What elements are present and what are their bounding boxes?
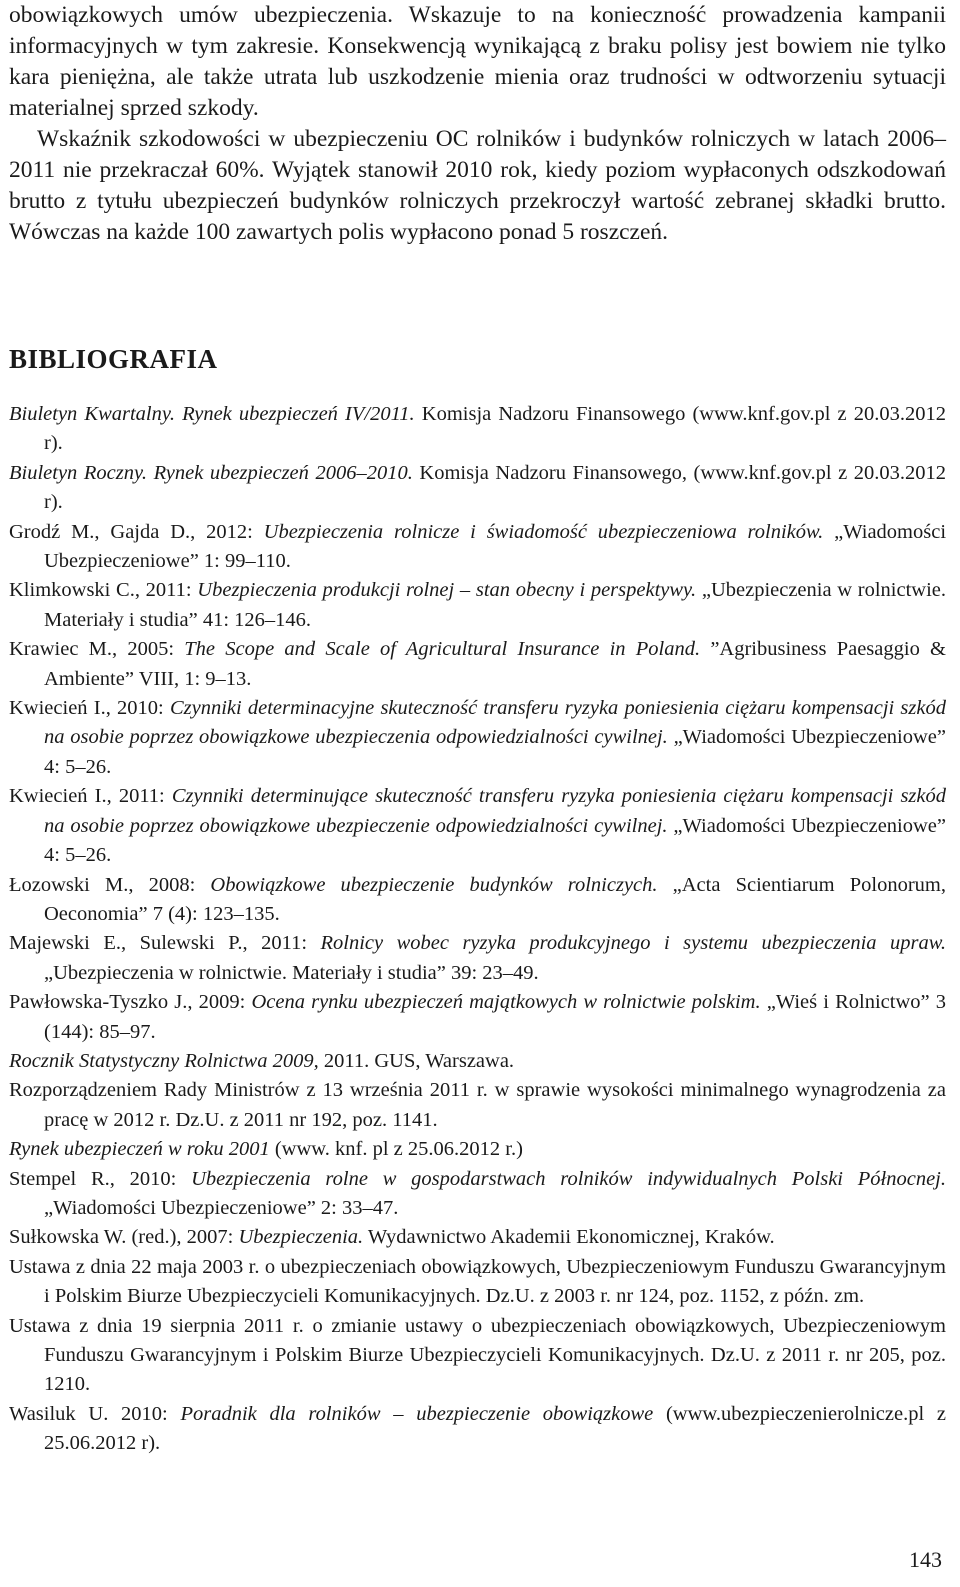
reference-item: Krawiec M., 2005: The Scope and Scale of Agricultural Insurance in Poland. ”Agribusiness Paesaggio & Ambiente” VIII, 1: 9–13. [9,638,946,690]
reference-item: Ustawa z dnia 19 sierpnia 2011 r. o zmianie ustawy o ubezpieczeniach obowiązkowych, Ubezpieczeniowym Funduszu Gwarancyjnym i Polskim Biurze Ubezpieczycieli Komunikacyjnych. Dz.U. z 2011 r. nr 205, poz. 1210. [9,1314,946,1396]
reference-item: Wasiluk U. 2010: Poradnik dla rolników – ubezpieczenie obowiązkowe (www.ubezpieczenierolnicze.pl z 25.06.2012 r). [9,1402,946,1455]
reference-item: Rynek ubezpieczeń w roku 2001 (www. knf. pl z 25.06.2012 r.) [9,1138,523,1161]
reference-item: Kwiecień I., 2010: Czynniki determinacyjne skuteczność transferu ryzyka poniesienia ciężaru kompensacji szkód na osobie poprzez obowiązkowe ubezpieczenia odpowiedzialności cywilnej. „Wiadomości Ubezpieczeniowe” 4: 5–26. [9,697,946,778]
reference-item: Sułkowska W. (red.), 2007: Ubezpieczenia. Wydawnictwo Akademii Ekonomicznej, Kraków. [9,1226,775,1249]
bibliography-heading: BIBLIOGRAFIA [9,344,218,374]
paragraph-continued: obowiązkowych umów ubezpieczenia. Wskazuje to na konieczność prowadzenia kampanii informacyjnych w tym zakresie. Konsekwencją wynikającą z braku polisy jest bowiem nie tylko kara pieniężna, ale także utrata lub uszkodzenie mienia oraz trudności w odtworzeniu sytuacji materialnej sprzed szkody. [9,2,946,121]
reference-item: Biuletyn Kwartalny. Rynek ubezpieczeń IV/2011. Komisja Nadzoru Finansowego (www.knf.gov.pl z 20.03.2012 r). [9,403,946,455]
reference-item: Rozporządzeniem Rady Ministrów z 13 września 2011 r. w sprawie wysokości minimalnego wynagrodzenia za pracę w 2012 r. Dz.U. z 2011 nr 192, poz. 1141. [9,1079,946,1131]
reference-item: Łozowski M., 2008: Obowiązkowe ubezpieczenie budynków rolniczych. „Acta Scientiarum Polonorum, Oeconomia” 7 (4): 123–135. [9,873,946,925]
reference-item: Majewski E., Sulewski P., 2011: Rolnicy wobec ryzyka produkcyjnego i systemu ubezpieczenia upraw. „Ubezpieczenia w rolnictwie. Materiały i studia” 39: 23–49. [9,932,947,984]
reference-item: Biuletyn Roczny. Rynek ubezpieczeń 2006–2010. Komisja Nadzoru Finansowego, (www.knf.gov.pl z 20.03.2012 r). [9,461,946,514]
body-text [9,0,946,248]
reference-item: Grodź M., Gajda D., 2012: Ubezpieczenia rolnicze i świadomość ubezpieczeniowa rolników. „Wiadomości Ubezpieczeniowe” 1: 99–110. [9,520,947,573]
reference-item: Pawłowska-Tyszko J., 2009: Ocena rynku ubezpieczeń majątkowych w rolnictwie polskim. „Wieś i Rolnictwo” 3 (144): 85–97. [9,991,946,1043]
page-number: 143 [909,1547,942,1572]
reference-item: Klimkowski C., 2011: Ubezpieczenia produkcji rolnej – stan obecny i perspektywy. „Ubezpieczenia w rolnictwie. Materiały i studia” 41: 126–146. [9,579,946,631]
reference-item: Kwiecień I., 2011: Czynniki determinujące skuteczność transferu ryzyka poniesienia ciężaru kompensacji szkód na osobie poprzez obowiązkowe ubezpieczenie odpowiedzialności cywilnej. „Wiadomości Ubezpieczeniowe” 4: 5–26. [9,785,947,867]
reference-item: Ustawa z dnia 22 maja 2003 r. o ubezpieczeniach obowiązkowych, Ubezpieczeniowym Funduszu Gwarancyjnym i Polskim Biurze Ubezpieczycieli Komunikacyjnych. Dz.U. z 2003 r. nr 124, poz. 1152, z późn. zm. [9,1255,946,1308]
paragraph: Wskaźnik szkodowości w ubezpieczeniu OC rolników i budynków rolniczych w latach 2006–2011 nie przekraczał 60%. Wyjątek stanowił 2010 rok, kiedy poziom wypłaconych odszkodowań brutto z tytułu ubezpieczeń budynków rolniczych przekroczył wartość zebranej składki brutto. Wówczas na każde 100 zawartych polis wypłacono ponad 5 roszczeń. [9,126,946,245]
reference-item: Stempel R., 2010: Ubezpieczenia rolne w gospodarstwach rolników indywidualnych Polski Północnej. „Wiadomości Ubezpieczeniowe” 2: 33–47. [9,1167,947,1219]
bibliography-list [9,400,946,1459]
reference-item: Rocznik Statystyczny Rolnictwa 2009, 2011. GUS, Warszawa. [9,1049,515,1072]
